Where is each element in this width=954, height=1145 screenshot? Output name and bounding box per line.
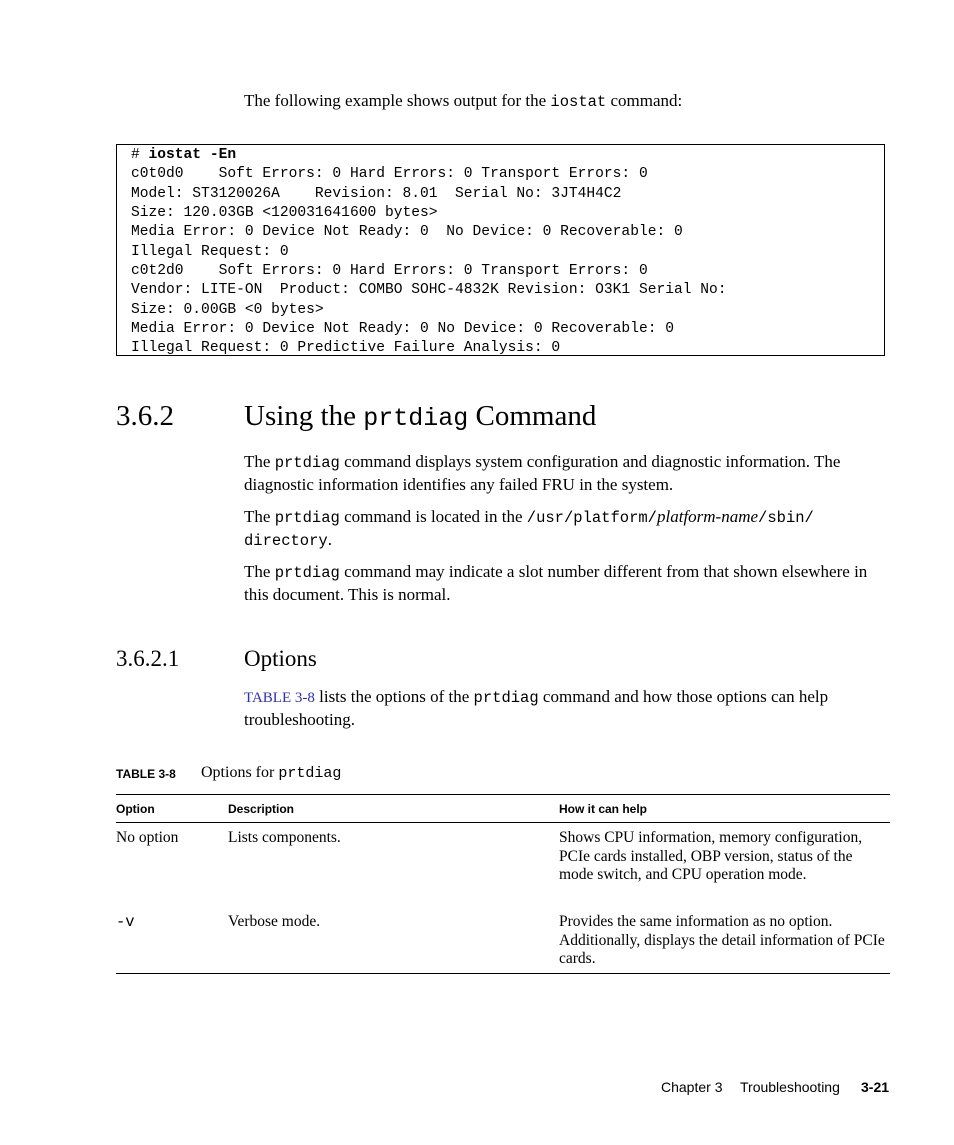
table-top-rule — [116, 794, 890, 795]
section-number: 3.6.2 — [116, 400, 174, 432]
path-segment: directory — [244, 532, 328, 550]
code-line: Illegal Request: 0 Predictive Failure Analysis: 0 — [131, 340, 561, 357]
paragraph-slot-note — [244, 561, 894, 605]
intro-paragraph — [244, 90, 682, 113]
paragraph-text: The — [244, 507, 275, 526]
table-header-option: Option — [116, 802, 155, 816]
section-title — [244, 399, 596, 436]
code-line: Media Error: 0 Device Not Ready: 0 No Device: 0 Recoverable: 0 — [131, 224, 683, 241]
code-line-prompt — [131, 146, 884, 165]
inline-command: prtdiag — [274, 454, 340, 472]
inline-command: prtdiag — [473, 689, 539, 707]
section-title-command: prtdiag — [363, 404, 469, 433]
paragraph-text: command displays system configuration and diagnostic information. The diagnostic information identifies any failed FRU in the system. — [244, 452, 841, 494]
paragraph-text: command is located in the — [339, 507, 527, 526]
table-cross-reference-link[interactable]: TABLE 3-8 — [244, 690, 315, 706]
code-line: c0t0d0 Soft Errors: 0 Hard Errors: 0 Transport Errors: 0 — [131, 166, 648, 183]
code-prompt: # — [131, 147, 149, 163]
table-header-rule — [116, 822, 890, 823]
section-title-text-end: Command — [468, 400, 597, 432]
table-cell-help: Provides the same information as no option. Additionally, displays the detail information of PCIe cards. — [559, 913, 885, 968]
code-line: Vendor: LITE-ON Product: COMBO SOHC-4832K Revision: O3K1 Serial No: — [131, 282, 727, 299]
code-command: iostat -En — [148, 147, 237, 163]
table-header-help: How it can help — [559, 802, 648, 816]
path-placeholder: platform-name — [657, 507, 759, 526]
footer-section: Troubleshooting — [740, 1079, 840, 1095]
paragraph-text: command may indicate a slot number different from that shown elsewhere in this document. This is normal. — [244, 562, 868, 604]
inline-command: prtdiag — [274, 509, 340, 527]
intro-text-end: command: — [606, 91, 683, 110]
paragraph-text: The — [244, 562, 275, 581]
paragraph-text: lists the options of the — [314, 687, 474, 706]
paragraph-text: command and how those options can help troubleshooting. — [244, 687, 829, 729]
code-line: Media Error: 0 Device Not Ready: 0 No Device: 0 Recoverable: 0 — [131, 321, 674, 338]
table-caption-command: prtdiag — [278, 765, 342, 782]
subsection-title: Options — [244, 646, 317, 671]
subsection-number: 3.6.2.1 — [116, 646, 180, 671]
table-label: TABLE 3-8 — [116, 767, 176, 781]
table-cell-help: Shows CPU information, memory configuration, PCIe cards installed, OBP version, status of the mode switch, and CPU operation mode. — [559, 829, 863, 884]
table-cell-option: No option — [116, 829, 179, 846]
paragraph-text: . — [327, 530, 332, 549]
code-example-box — [116, 144, 885, 356]
table-caption-text: Options for — [201, 764, 279, 781]
code-line: Size: 0.00GB <0 bytes> — [131, 301, 324, 318]
path-segment: /usr/platform/ — [526, 509, 657, 527]
table-bottom-rule — [116, 973, 890, 974]
table-cell-option: -v — [116, 913, 135, 931]
paragraph-text: The — [244, 452, 275, 471]
table-header-description: Description — [228, 802, 295, 816]
code-line: Size: 120.03GB <120031641600 bytes> — [131, 205, 438, 222]
paragraph-description — [244, 451, 894, 495]
inline-command: prtdiag — [274, 564, 340, 582]
path-segment: /sbin/ — [758, 509, 814, 527]
code-line: Illegal Request: 0 — [131, 243, 289, 260]
table-cell-description: Verbose mode. — [228, 913, 321, 930]
table-caption — [201, 762, 341, 784]
paragraph-options-intro — [244, 686, 894, 730]
footer-page-number: 3-21 — [861, 1079, 890, 1095]
section-title-text: Using the — [244, 400, 364, 432]
intro-text: The following example shows output for the — [244, 91, 551, 110]
table-cell-description: Lists components. — [228, 829, 341, 846]
paragraph-location — [244, 506, 894, 552]
code-line: Model: ST3120026A Revision: 8.01 Serial No: 3JT4H4C2 — [131, 185, 622, 202]
intro-command: iostat — [550, 93, 607, 111]
footer-chapter: Chapter 3 — [661, 1079, 723, 1095]
code-line: c0t2d0 Soft Errors: 0 Hard Errors: 0 Transport Errors: 0 — [131, 263, 648, 280]
